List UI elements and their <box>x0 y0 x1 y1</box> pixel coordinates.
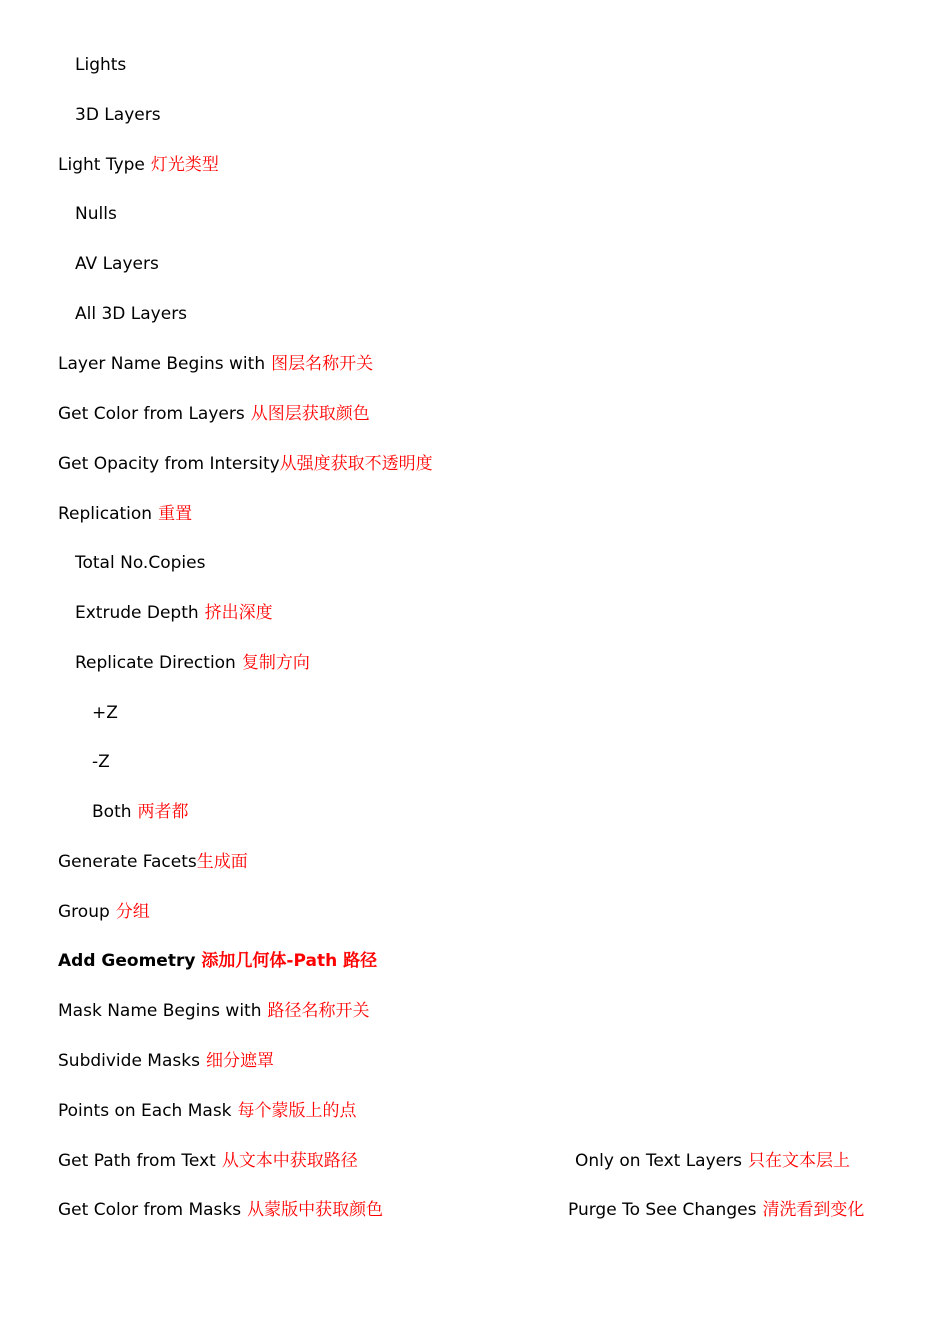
line-av-layers <box>75 251 159 277</box>
line-subdivide-masks <box>58 1048 274 1074</box>
line-all-3d-layers <box>75 301 187 327</box>
line-zh: 只在文本层上 <box>747 1151 850 1171</box>
line-en: Group <box>58 902 110 922</box>
line-points-on-each-mask <box>58 1098 357 1124</box>
line-purge-to-see-changes <box>568 1197 864 1223</box>
line-zh: 灯光类型 <box>150 155 219 175</box>
line-en: Mask Name Begins with <box>58 1001 262 1021</box>
line-zh: 清洗看到变化 <box>762 1200 865 1220</box>
line-get-color-from-masks <box>58 1197 383 1223</box>
line-zh: 分组 <box>115 902 150 922</box>
line-en: Add Geometry <box>58 951 196 971</box>
line-mask-name-begins-with <box>58 998 370 1024</box>
line-en: Both <box>92 802 132 822</box>
line-both <box>92 799 189 825</box>
line-en: Total No.Copies <box>75 553 206 573</box>
line-plus-z <box>92 700 118 726</box>
line-zh: 图层名称开关 <box>271 354 374 374</box>
line-nulls <box>75 201 117 227</box>
line-en: Get Color from Masks <box>58 1200 242 1220</box>
line-minus-z <box>92 749 110 775</box>
line-en: -Z <box>92 752 110 772</box>
line-zh: 挤出深度 <box>204 603 273 623</box>
line-en: Replicate Direction <box>75 653 236 673</box>
line-en: +Z <box>92 703 118 723</box>
line-zh: 重置 <box>158 504 193 524</box>
line-3d-layers <box>75 102 161 128</box>
line-en: Nulls <box>75 204 117 224</box>
line-light-type <box>58 152 219 178</box>
line-lights <box>75 52 126 78</box>
line-get-path-from-text <box>58 1148 358 1174</box>
line-zh: 生成面 <box>196 852 248 872</box>
line-en: 3D Layers <box>75 105 161 125</box>
line-zh: 从蒙版中获取颜色 <box>247 1200 384 1220</box>
line-en: Purge To See Changes <box>568 1200 757 1220</box>
line-en: Replication <box>58 504 153 524</box>
line-zh: 从图层获取颜色 <box>250 404 370 424</box>
line-zh: 从文本中获取路径 <box>221 1151 358 1171</box>
line-only-on-text-layers <box>575 1148 850 1174</box>
line-en: Layer Name Begins with <box>58 354 266 374</box>
line-zh: 从强度获取不透明度 <box>279 454 433 474</box>
line-replication <box>58 501 192 527</box>
line-en: Get Path from Text <box>58 1151 216 1171</box>
line-en: Lights <box>75 55 127 75</box>
line-en: Generate Facets <box>58 852 197 872</box>
line-get-opacity-from-intersity <box>58 451 433 477</box>
line-en: AV Layers <box>75 254 159 274</box>
line-replicate-direction <box>75 650 310 676</box>
line-en: Only on Text Layers <box>575 1151 742 1171</box>
line-zh: 复制方向 <box>241 653 310 673</box>
line-en: Get Color from Layers <box>58 404 245 424</box>
line-total-no-copies <box>75 550 205 576</box>
line-zh: 路径名称开关 <box>267 1001 370 1021</box>
line-zh: 每个蒙版上的点 <box>237 1101 357 1121</box>
line-add-geometry-heading <box>58 948 377 974</box>
line-generate-facets <box>58 849 248 875</box>
line-zh: 细分遮罩 <box>205 1051 274 1071</box>
line-en: All 3D Layers <box>75 304 188 324</box>
line-en: Extrude Depth <box>75 603 199 623</box>
line-en: Subdivide Masks <box>58 1051 200 1071</box>
line-en: Light Type <box>58 155 145 175</box>
line-zh: 添加几何体-Path 路径 <box>201 951 378 971</box>
line-group <box>58 899 150 925</box>
line-get-color-from-layers <box>58 401 370 427</box>
line-en: Points on Each Mask <box>58 1101 232 1121</box>
line-en: Get Opacity from Intersity <box>58 454 280 474</box>
line-layer-name-begins-with <box>58 351 373 377</box>
line-zh: 两者都 <box>137 802 189 822</box>
line-extrude-depth <box>75 600 273 626</box>
